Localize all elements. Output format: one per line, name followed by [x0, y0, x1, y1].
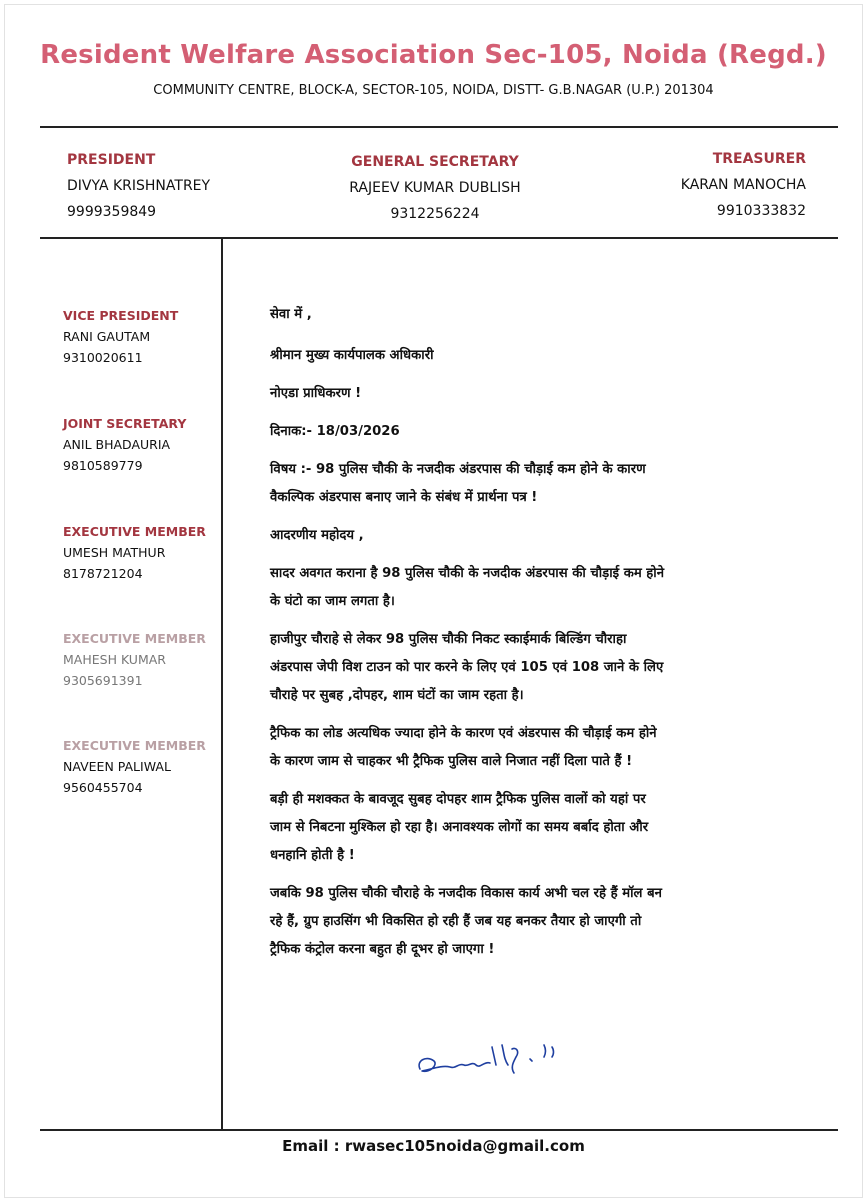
sidebar-member-phone: 8178721204	[63, 566, 143, 581]
header-divider-bottom	[40, 237, 838, 239]
letter-paragraph-line: धनहानि होती है !	[270, 848, 355, 863]
sidebar-member-joint-secretary	[63, 413, 186, 476]
letter-body	[270, 301, 740, 964]
letter-paragraph-line: जबकि 98 पुलिस चौकी चौराहे के नजदीक विकास कार्य अभी चल रहे हैं मॉल बन	[270, 886, 662, 901]
letter-paragraph-line: रहे हैं, ग्रुप हाउसिंग भी विकसित हो रही हैं जब यह बनकर तैयार हो जाएगी तो	[270, 914, 642, 929]
sidebar-member-role: EXECUTIVE MEMBER	[63, 524, 206, 539]
president-phone: 9999359849	[67, 204, 157, 220]
sidebar-member-name: RANI GAUTAM	[63, 329, 151, 344]
organization-name: Resident Welfare Association Sec-105, Noida (Regd.)	[40, 40, 827, 70]
letter-recipient: श्रीमान मुख्य कार्यपालक अधिकारी	[270, 348, 434, 363]
letter-paragraph-line: हाजीपुर चौराहे से लेकर 98 पुलिस चौकी निकट स्काईमार्क बिल्डिंग चौराहा	[270, 632, 627, 647]
sidebar-member-name: MAHESH KUMAR	[63, 652, 166, 667]
letter-authority: नोएडा प्राधिकरण !	[270, 386, 362, 401]
sidebar-member-role: VICE PRESIDENT	[63, 308, 179, 323]
organization-address: COMMUNITY CENTRE, BLOCK-A, SECTOR-105, NOIDA, DISTT- G.B.NAGAR (U.P.) 201304	[153, 83, 714, 98]
handwritten-signature	[412, 1025, 562, 1085]
sidebar-member-role: EXECUTIVE MEMBER	[63, 738, 206, 753]
footer-divider	[40, 1129, 838, 1131]
letter-greeting: आदरणीय महोदय ,	[270, 528, 364, 543]
letter-paragraph-line: अंडरपास जेपी विश टाउन को पार करने के लिए एवं 105 एवं 108 जाने के लिए	[270, 660, 664, 675]
letter-date: दिनाक:- 18/03/2026	[270, 424, 400, 439]
sidebar-member-executive-2	[63, 628, 206, 691]
sidebar-member-executive-1	[63, 521, 206, 584]
sidebar-member-vice-president	[63, 305, 178, 368]
header-divider-top	[40, 126, 838, 128]
letter-paragraph-line: ट्रैफिक का लोड अत्यधिक ज्यादा होने के कारण एवं अंडरपास की चौड़ाई कम होने	[270, 726, 657, 741]
president-name: DIVYA KRISHNATREY	[67, 178, 211, 194]
sidebar-member-role: JOINT SECRETARY	[63, 416, 187, 431]
letter-salutation-to: सेवा में ,	[270, 307, 312, 322]
letter-subject-line: वैकल्पिक अंडरपास बनाए जाने के संबंध में प्रार्थना पत्र !	[270, 490, 538, 505]
general-secretary-block	[330, 149, 540, 227]
letter-paragraph-line: ट्रैफिक कंट्रोल करना बहुत ही दूभर हो जाएगा !	[270, 942, 495, 957]
general-secretary-role: GENERAL SECRETARY	[351, 154, 519, 170]
letter-paragraph-line: बड़ी ही मशक्कत के बावजूद सुबह दोपहर शाम ट्रैफिक पुलिस वालों को यहां पर	[270, 792, 646, 807]
general-secretary-phone: 9312256224	[390, 206, 480, 222]
letter-paragraph-line: सादर अवगत कराना है 98 पुलिस चौकी के नजदीक अंडरपास की चौड़ाई कम होने	[270, 566, 665, 581]
letter-paragraph-line: जाम से निबटना मुश्किल हो रहा है। अनावश्यक लोगों का समय बर्बाद होता और	[270, 820, 649, 835]
sidebar-member-name: UMESH MATHUR	[63, 545, 166, 560]
treasurer-name: KARAN MANOCHA	[680, 177, 806, 193]
letter-subject-line: विषय :- 98 पुलिस चौकी के नजदीक अंडरपास की चौड़ाई कम होने के कारण	[270, 462, 646, 477]
sidebar-divider	[221, 239, 223, 1129]
general-secretary-name: RAJEEV KUMAR DUBLISH	[349, 180, 521, 196]
sidebar-member-executive-3	[63, 735, 206, 798]
sidebar-member-phone: 9560455704	[63, 780, 143, 795]
letter-paragraph-line: के घंटो का जाम लगता है।	[270, 594, 395, 609]
sidebar-member-name: ANIL BHADAURIA	[63, 437, 171, 452]
treasurer-role: TREASURER	[712, 151, 806, 167]
letter-paragraph-line: के कारण जाम से चाहकर भी ट्रैफिक पुलिस वाले निजात नहीं दिला पाते हैं !	[270, 754, 633, 769]
treasurer-phone: 9910333832	[716, 203, 806, 219]
president-role: PRESIDENT	[67, 152, 156, 168]
sidebar-member-phone: 9810589779	[63, 458, 143, 473]
sidebar-member-role: EXECUTIVE MEMBER	[63, 631, 206, 646]
footer-email: Email : rwasec105noida@gmail.com	[282, 1137, 585, 1155]
treasurer-block	[620, 146, 806, 224]
sidebar-member-name: NAVEEN PALIWAL	[63, 759, 171, 774]
sidebar-member-phone: 9310020611	[63, 350, 143, 365]
sidebar-member-phone: 9305691391	[63, 673, 143, 688]
letter-paragraph-line: चौराहे पर सुबह ,दोपहर, शाम घंटों का जाम रहता है।	[270, 688, 524, 703]
president-block	[67, 147, 210, 225]
